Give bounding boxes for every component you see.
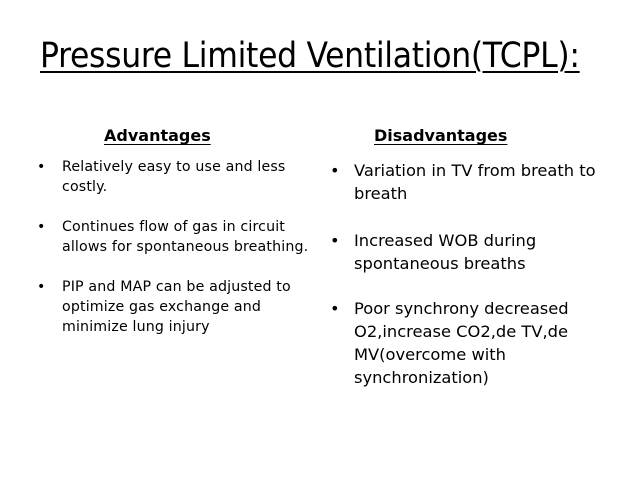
bullet-icon: • bbox=[330, 161, 340, 180]
advantage-item-text: Relatively easy to use and less costly. bbox=[62, 159, 286, 195]
disadvantage-item bbox=[330, 159, 620, 205]
bullet-icon: • bbox=[330, 299, 340, 318]
disadvantage-item bbox=[330, 297, 620, 389]
advantage-item bbox=[37, 217, 312, 257]
disadvantage-item-text: Variation in TV from breath to breath bbox=[354, 161, 596, 203]
bullet-icon: • bbox=[37, 279, 46, 295]
advantages-list bbox=[37, 157, 312, 357]
disadvantages-list bbox=[330, 159, 620, 413]
disadvantage-item-text: Increased WOB during spontaneous breaths bbox=[354, 231, 537, 273]
advantages-heading: Advantages bbox=[104, 126, 211, 145]
advantage-item bbox=[37, 277, 312, 337]
advantage-item bbox=[37, 157, 312, 197]
slide-title: Pressure Limited Ventilation(TCPL): bbox=[40, 36, 580, 76]
bullet-icon: • bbox=[37, 219, 46, 235]
advantage-item-text: Continues flow of gas in circuit allows for spontaneous breathing. bbox=[62, 219, 309, 255]
disadvantage-item-text: Poor synchrony decreased O2,increase CO2,de TV,de MV(overcome with synchronization) bbox=[354, 299, 569, 387]
bullet-icon: • bbox=[330, 231, 340, 250]
bullet-icon: • bbox=[37, 159, 46, 175]
advantage-item-text: PIP and MAP can be adjusted to optimize gas exchange and minimize lung injury bbox=[62, 279, 291, 335]
disadvantage-item bbox=[330, 229, 620, 275]
disadvantages-heading: Disadvantages bbox=[374, 126, 508, 145]
